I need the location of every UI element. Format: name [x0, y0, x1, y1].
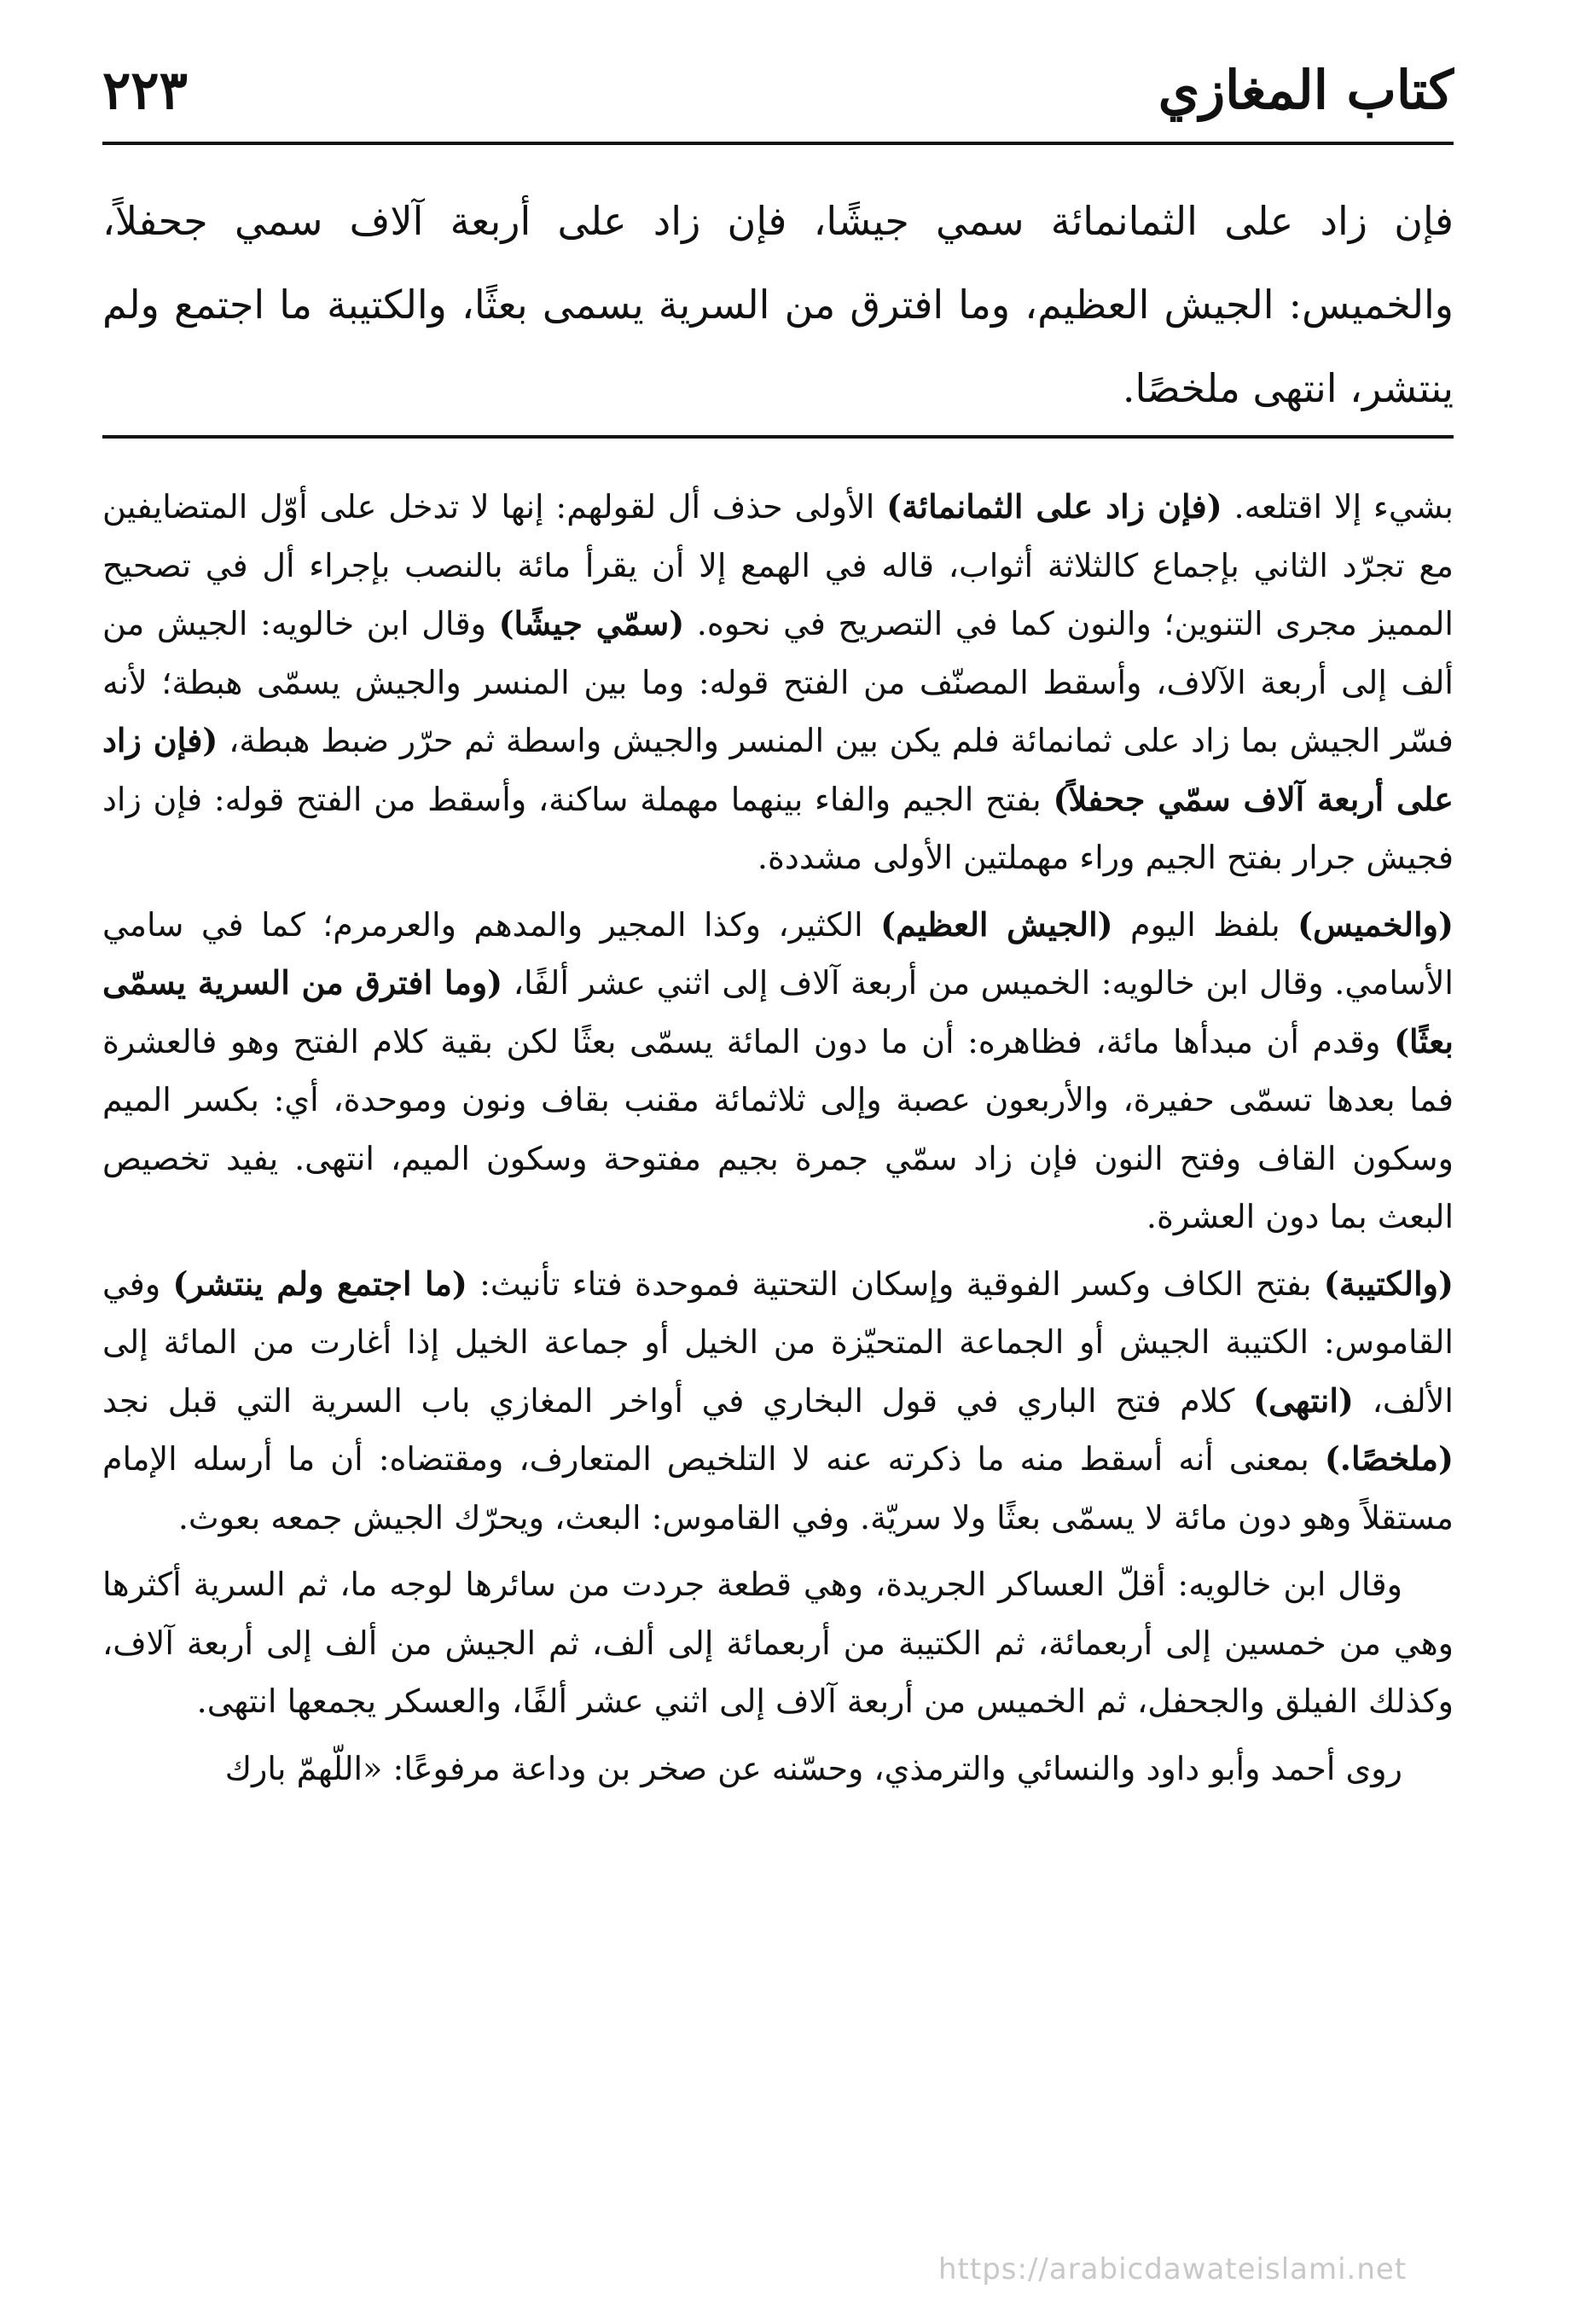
quoted-lemma: (انتهى) — [1253, 1380, 1354, 1420]
commentary-text: وقدم أن مبدأها مائة، فظاهره: أن ما دون المائة يسمّى بعثًا لكن بقية كلام الفتح وهو فالعشرة فما بعدها تسمّى حفيرة، والأربعون عصبة وإلى ثلاثمائة مقنب بقاف ونون وموحدة، أي: بكسر الميم وسكون القاف وفتح النون فإن زاد سمّي جمرة بجيم مفتوحة وسكون الميم، انتهى. يفيد تخصيص البعث بما دون العشرة. — [102, 1022, 1454, 1235]
commentary-paragraph — [102, 1740, 1454, 1798]
commentary-text: بمعنى أنه أسقط منه ما ذكرته عنه لا التلخيص المتعارف، ومقتضاه: أن ما أرسله الإمام مستقلاً وهو دون مائة لا يسمّى بعثًا ولا سريّة. وفي القاموس: البعث، ويحرّك الجيش جمعه بعوث. — [102, 1440, 1454, 1537]
quoted-lemma: (فإن زاد على الثمانمائة) — [886, 487, 1222, 526]
commentary-divider — [102, 435, 1454, 439]
quoted-lemma: (الجيش العظيم) — [880, 904, 1113, 944]
quoted-lemma: (سمّي جيشًا) — [498, 604, 685, 642]
commentary-text: بلفظ اليوم — [1112, 905, 1298, 944]
commentary-text: الكثير، وكذا المجير والمدهم والعرمرم؛ كما في سامي الأسامي. وقال ابن خالويه: الخميس من أربعة آلاف إلى اثني عشر ألفًا، — [102, 905, 1454, 1002]
quoted-lemma: (والكتيبة) — [1323, 1264, 1454, 1303]
website-watermark[interactable]: https://arabicdawateislami.net — [938, 2252, 1408, 2286]
commentary-text: بشيء إلا اقتلعه. — [1222, 488, 1454, 526]
quoted-lemma: (ملخصًا.) — [1324, 1439, 1454, 1478]
commentary-paragraph — [102, 1255, 1454, 1548]
commentary-text: الأولى حذف أل لقولهم: إنها لا تدخل على أوّل المتضايفين مع تجرّد الثاني بإجماع كالثلاثة أثواب، قاله في الهمع إلا أن يقرأ مائة بالنصب بإجراء أل في تصحيح المميز مجرى التنوين؛ والنون كما في التصريح في نحوه. — [102, 488, 1454, 642]
chapter-title: كتاب المغازي — [1158, 59, 1454, 121]
commentary-text: بفتح الكاف وكسر الفوقية وإسكان التحتية فموحدة فتاء تأنيث: — [467, 1264, 1324, 1303]
commentary-text: روى أحمد وأبو داود والنسائي والترمذي، وحسّنه عن صخر بن وداعة مرفوعًا: «اللّهمّ بارك — [224, 1749, 1402, 1787]
commentary-paragraph — [102, 896, 1454, 1246]
commentary-text: كلام فتح الباري في قول البخاري في أواخر المغازي باب السرية التي قبل نجد — [102, 1381, 1254, 1420]
quoted-lemma: (ما اجتمع ولم ينتشر) — [172, 1264, 467, 1303]
running-header — [102, 51, 1454, 137]
commentary-text: بفتح الجيم والفاء بينهما مهملة ساكنة، وأسقط من الفتح قوله: فإن زاد فجيش جرار بفتح الجيم وراء مهملتين الأولى مشددة. — [102, 780, 1454, 876]
commentary-text: وفي القاموس: الكتيبة الجيش أو الجماعة المتحيّزة من الخيل أو جماعة الخيل إذا أغارت من المائة إلى الألف، — [102, 1264, 1454, 1420]
commentary-text: وقال ابن خالويه: الجيش من ألف إلى أربعة الآلاف، وأسقط المصنّف من الفتح قوله: وما بين المنسر والجيش يسمّى هبطة؛ لأنه فسّر الجيش بما زاد على ثمانمائة فلم يكن بين المنسر والجيش واسطة ثم حرّر ضبط هبطة، — [102, 605, 1454, 759]
commentary-paragraph — [102, 1555, 1454, 1731]
quoted-lemma: (وما افترق من السرية يسمّى بعثًا) — [102, 963, 1454, 1060]
quoted-lemma: (فإن زاد على أربعة آلاف سمّي جحفلاً) — [102, 721, 1454, 818]
quoted-lemma: (والخميس) — [1297, 904, 1454, 944]
commentary-paragraph — [102, 478, 1454, 887]
commentary — [102, 478, 1454, 1806]
page-number: ٢٢٣ — [102, 59, 188, 121]
main-text: فإن زاد على الثمانمائة سمي جيشًا، فإن زاد على أربعة آلاف سمي جحفلاً، والخميس: الجيش العظيم، وما افترق من السرية يسمى بعثًا، والكتيبة ما اجتمع ولم ينتشر، انتهى ملخصًا. — [102, 198, 1454, 411]
header-divider — [102, 142, 1454, 145]
commentary-text: وقال ابن خالويه: أقلّ العساكر الجريدة، وهي قطعة جردت من سائرها لوجه ما، ثم السرية أكثرها وهي من خمسين إلى أربعمائة، ثم الكتيبة من أربعمائة إلى ألف، ثم الجيش من ألف إلى أربعة آلاف، وكذلك الفيلق والجحفل، ثم الخميس من أربعة آلاف إلى اثني عشر ألفًا، والعسكر يجمعها انتهى. — [102, 1566, 1454, 1720]
